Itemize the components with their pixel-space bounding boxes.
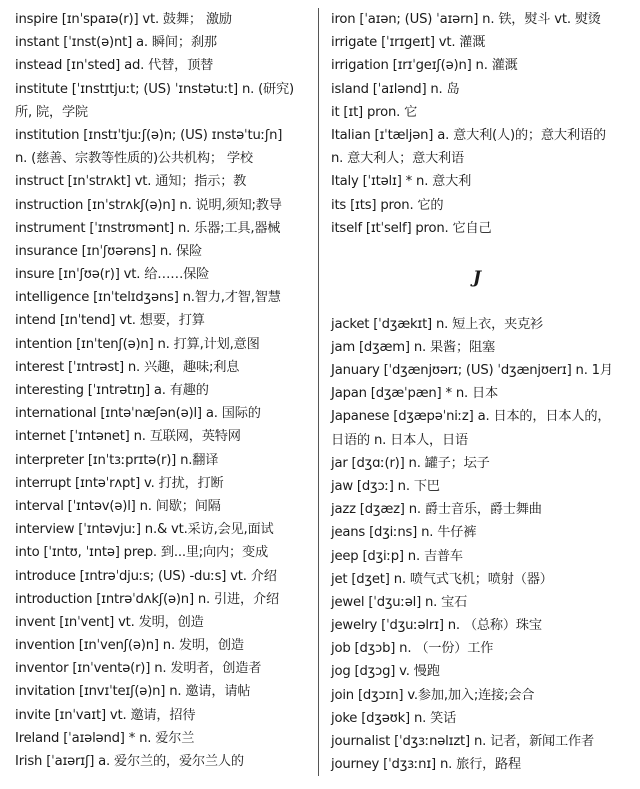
- vocab-entry: jeep [dʒiːp] n. 吉普车: [331, 548, 463, 564]
- vocab-entry: jeans [dʒiːns] n. 牛仔裤: [331, 525, 477, 541]
- vocab-entry: instruction [ɪnˈstrʌkʃ(ə)n] n. 说明,须知;教导: [15, 197, 282, 213]
- vocab-entry: interval [ˈɪntəv(ə)l] n. 间歇；间隔: [15, 498, 221, 514]
- vocab-entry: instrument [ˈɪnstrʊmənt] n. 乐器;工具,器械: [15, 220, 281, 236]
- vocab-entry: joke [dʒəʊk] n. 笑话: [331, 710, 457, 726]
- vocab-entry: Japanese [dʒæpəˈniːz] a. 日本的，日本人的，: [331, 409, 611, 425]
- column-divider: [318, 8, 319, 776]
- vocab-entry: it [ɪt] pron. 它: [331, 104, 418, 120]
- vocab-entry: invite [ɪnˈvaɪt] vt. 邀请，招待: [15, 707, 196, 723]
- vocab-entry: jet [dʒet] n. 喷气式飞机；喷射（器）: [331, 571, 553, 587]
- vocab-entry: intend [ɪnˈtend] vt. 想要，打算: [15, 313, 205, 329]
- vocab-entry: interrupt [ɪntəˈrʌpt] v. 打扰，打断: [15, 475, 224, 491]
- vocab-entry: Italian [ɪˈtæljən] a. 意大利(人)的；意大利语的: [331, 127, 606, 143]
- vocab-entry: introduction [ɪntrəˈdʌkʃ(ə)n] n. 引进，介绍: [15, 591, 279, 607]
- vocab-entry: interest [ˈɪntrəst] n. 兴趣，趣味;利息: [15, 359, 240, 375]
- vocab-entry: join [dʒɔɪn] v.参加,加入;连接;会合: [331, 687, 535, 703]
- section-j: [331, 240, 636, 313]
- vocab-entry: journalist [ˈdʒɜːnəlɪzt] n. 记者，新闻工作者: [331, 734, 595, 750]
- vocab-entry: insurance [ɪnˈʃʊərəns] n. 保险: [15, 243, 203, 259]
- vocab-entry: 日语的 n. 日本人，日语: [331, 432, 469, 448]
- left-column: [15, 8, 315, 773]
- vocab-entry: jacket [ˈdʒækɪt] n. 短上衣，夹克衫: [331, 316, 544, 332]
- vocab-entry: journey [ˈdʒɜːnɪ] n. 旅行，路程: [331, 757, 522, 773]
- vocab-entry: inspire [ɪnˈspaɪə(r)] vt. 鼓舞； 激励: [15, 12, 232, 27]
- vocab-entry: instruct [ɪnˈstrʌkt] vt. 通知；指示；教: [15, 174, 247, 190]
- vocab-entry: international [ɪntəˈnæʃən(ə)l] a. 国际的: [15, 406, 261, 422]
- vocab-entry: jar [dʒɑː(r)] n. 罐子；坛子: [331, 455, 490, 471]
- vocab-entry: jaw [dʒɔː] n. 下巴: [331, 478, 440, 494]
- vocab-entry: invent [ɪnˈvent] vt. 发明，创造: [15, 614, 204, 630]
- vocab-entry: jam [dʒæm] n. 果酱；阻塞: [331, 339, 495, 355]
- vocab-entry: introduce [ɪntrəˈdjuːs; (US) -duːs] vt. 介绍: [15, 568, 277, 584]
- vocab-entry: jog [dʒɔg] v. 慢跑: [331, 664, 440, 680]
- vocab-entry: January [ˈdʒænjʊərɪ; (US) ˈdʒænjʊerɪ] n. 1月: [331, 363, 613, 379]
- vocab-entry: n. (慈善、宗教等性质的)公共机构； 学校: [15, 151, 253, 167]
- vocab-entry: into [ˈɪntʊ, ˈɪntə] prep. 到...里;向内；变成: [15, 545, 268, 561]
- vocab-entry: jewelry [ˈdʒuːəlrɪ] n. （总称）珠宝: [331, 618, 542, 634]
- vocab-entry: inventor [ɪnˈventə(r)] n. 发明者，创造者: [15, 661, 262, 677]
- vocab-entry: n. 意大利人；意大利语: [331, 151, 465, 167]
- vocab-entry: jazz [dʒæz] n. 爵士音乐，爵士舞曲: [331, 502, 542, 518]
- vocab-entry: invention [ɪnˈvenʃ(ə)n] n. 发明，创造: [15, 638, 244, 654]
- vocab-entry: itself [ɪtˈself] pron. 它自己: [331, 220, 492, 236]
- vocab-entry: job [dʒɔb] n. （一份）工作: [331, 641, 494, 657]
- vocab-entry: interpreter [ɪnˈtɜːprɪtə(r)] n.翻译: [15, 452, 219, 468]
- vocab-entry: iron [ˈaɪən; (US) ˈaɪərn] n. 铁，熨斗 vt. 熨烫: [331, 12, 601, 27]
- vocab-entry: interview [ˈɪntəvjuː] n.& vt.采访,会见,面试: [15, 522, 274, 538]
- vocab-entry: instant [ˈɪnst(ə)nt] a. 瞬间；刹那: [15, 35, 217, 51]
- vocab-entry: irrigate [ˈɪrɪgeɪt] vt. 灌溉: [331, 35, 486, 51]
- vocab-entry: 所, 院，学院: [15, 104, 88, 120]
- vocab-entry: Ireland [ˈaɪələnd] * n. 爱尔兰: [15, 730, 195, 746]
- section-heading: J: [473, 267, 482, 288]
- vocab-entry: Irish [ˈaɪərɪʃ] a. 爱尔兰的，爱尔兰人的: [15, 754, 244, 769]
- right-column: [331, 8, 636, 776]
- vocab-entry: institute [ˈɪnstɪtjuːt; (US) ˈɪnstətuːt] n. (研究): [15, 81, 294, 97]
- vocab-entry: internet [ˈɪntənet] n. 互联网，英特网: [15, 429, 241, 445]
- vocab-entry: intelligence [ɪnˈtelɪdʒəns] n.智力,才智,智慧: [15, 290, 281, 306]
- vocab-entry: island [ˈaɪlənd] n. 岛: [331, 81, 460, 97]
- vocab-entry: its [ɪts] pron. 它的: [331, 197, 444, 213]
- vocab-entry: instead [ɪnˈsted] ad. 代替，顶替: [15, 58, 214, 74]
- j-entries: [331, 313, 636, 777]
- vocab-entry: invitation [ɪnvɪˈteɪʃ(ə)n] n. 邀请，请帖: [15, 684, 251, 700]
- vocab-entry: intention [ɪnˈtenʃ(ə)n] n. 打算,计划,意图: [15, 336, 260, 352]
- i-entries: [331, 8, 636, 240]
- vocab-entry: irrigation [ɪrɪˈgeɪʃ(ə)n] n. 灌溉: [331, 58, 518, 74]
- vocab-entry: Japan [dʒæˈpæn] * n. 日本: [331, 386, 498, 402]
- vocab-entry: interesting [ˈɪntrətɪŋ] a. 有趣的: [15, 383, 209, 398]
- vocab-entry: insure [ɪnˈʃʊə(r)] vt. 给……保险: [15, 267, 210, 283]
- vocab-entry: institution [ɪnstɪˈtjuːʃ(ə)n; (US) ɪnstəˈtuːʃn]: [15, 127, 283, 143]
- vocab-entry: Italy [ˈɪtəlɪ] * n. 意大利: [331, 174, 472, 190]
- vocab-entry: jewel [ˈdʒuːəl] n. 宝石: [331, 594, 468, 610]
